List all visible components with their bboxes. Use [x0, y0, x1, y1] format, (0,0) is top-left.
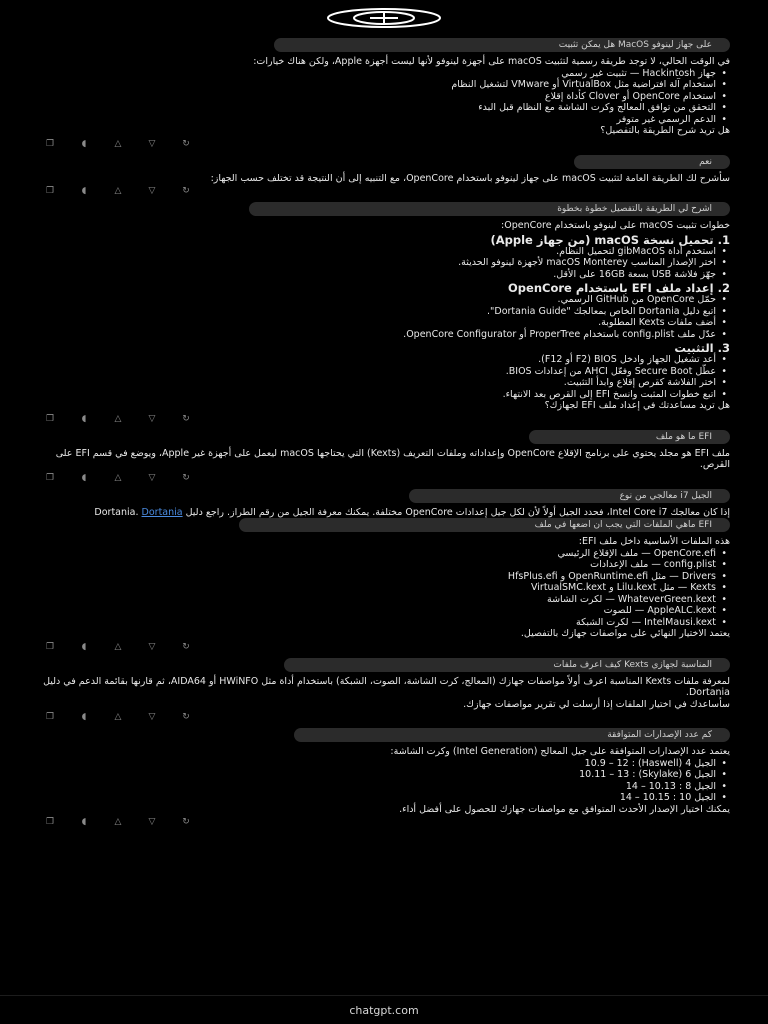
list-item: • OpenCore.efi — ملف الإقلاع الرئيسي	[40, 548, 716, 560]
assistant-message	[40, 676, 730, 711]
dortania-link[interactable]: Dortania	[141, 506, 183, 518]
assistant-message	[40, 173, 730, 185]
answer-closing: يمكنك اختيار الإصدار الأحدث المتوافق مع مواصفات جهازك للحصول على أفضل أداء.	[399, 803, 730, 815]
thumbs-up-icon[interactable]: △	[114, 138, 122, 149]
answer-list	[40, 294, 730, 340]
refresh-icon[interactable]: ↻	[182, 413, 190, 424]
list-item: • حمّل OpenCore من GitHub الرسمي.	[40, 294, 716, 306]
speaker-icon[interactable]: ◖	[81, 413, 87, 424]
thumbs-down-icon[interactable]: ▽	[148, 817, 156, 827]
copy-icon[interactable]: ❐	[45, 186, 55, 196]
list-item: • استخدام آلة افتراضية مثل VirtualBox أو VMware لتشغيل النظام	[40, 79, 716, 91]
user-message: كيف اعرف ملفات Kexts المناسبة لجهازي	[284, 658, 730, 672]
step-heading: 1. تحميل نسخة macOS (من جهاز Apple)	[490, 232, 730, 247]
speaker-icon[interactable]: ◖	[81, 712, 87, 722]
footer-domain[interactable]: chatgpt.com	[349, 1004, 419, 1017]
refresh-icon[interactable]: ↻	[182, 712, 190, 722]
user-message: اشرح لي الطريقة بالتفصيل خطوة بخطوة	[249, 202, 730, 216]
list-item: • أعد تشغيل الجهاز وادخل BIOS (F2 أو F12).	[40, 354, 716, 366]
message-actions	[44, 711, 730, 723]
thumbs-up-icon[interactable]: △	[114, 472, 122, 483]
answer-closing: يعتمد الاختيار النهائي على مواصفات جهازك بالتفصيل.	[520, 628, 730, 639]
list-item: • استخدام OpenCore أو Clover كأداة إقلاع	[40, 91, 716, 103]
list-item: • اتبع خطوات المثبت وانسخ EFI إلى القرص بعد الانتهاء.	[40, 389, 716, 401]
list-item: • Kexts — مثل Lilu.kext و VirtualSMC.kext	[40, 582, 716, 594]
list-item: • IntelMausi.kext — لكرت الشبكة	[40, 617, 716, 629]
user-message: هل يمكن تثبيت MacOS على جهاز لينوفو	[274, 38, 730, 52]
openai-logo-icon[interactable]	[326, 7, 442, 29]
list-item: • جهّز فلاشة USB بسعة 16GB على الأقل.	[40, 269, 716, 281]
message-actions	[44, 641, 730, 653]
list-item: • اختر الفلاشة كقرص إقلاع وابدأ التثبيت.	[40, 377, 716, 389]
list-item-text: استخدم أداة gibMacOS لتحميل النظام.	[556, 245, 716, 257]
answer-list	[40, 354, 730, 400]
user-message: معالجي من نوع i7 الجيل	[409, 489, 730, 503]
list-item: • التحقق من توافق المعالج وكرت الشاشة مع النظام قبل البدء	[40, 102, 716, 114]
list-item: • جهاز Hackintosh — تثبيت غير رسمي	[40, 68, 716, 80]
speaker-icon[interactable]: ◖	[81, 641, 87, 652]
list-item: • config.plist — ملف الإعدادات	[40, 559, 716, 571]
answer-intro: في الوقت الحالي، لا توجد طريقة رسمية لتثبيت macOS على أجهزة لينوفو لأنها ليست أجهزة Apple، ولكن هناك خيارات:	[253, 56, 730, 67]
answer-intro	[40, 507, 730, 519]
refresh-icon[interactable]: ↻	[182, 138, 190, 149]
refresh-icon[interactable]: ↻	[182, 186, 190, 196]
list-item: • عطّل Secure Boot وفعّل AHCI من إعدادات BIOS.	[40, 366, 716, 378]
thumbs-down-icon[interactable]: ▽	[148, 641, 156, 652]
refresh-icon[interactable]: ↻	[182, 472, 190, 483]
message-actions	[44, 413, 730, 425]
list-item: • الجيل 6 (Skylake) : 10.11 – 13	[40, 769, 716, 781]
answer-intro: لمعرفة ملفات Kexts المناسبة اعرف أولاً مواصفات جهازك (المعالج، كرت الشاشة، الصوت، الشبكة) باستخدام أداة مثل HWiNFO أو AIDA64، ثم قارنها بقائمة الدعم في دليل Dortania.	[43, 675, 730, 698]
message-actions	[44, 816, 730, 828]
message-actions	[44, 472, 730, 484]
assistant-message	[40, 220, 730, 412]
step-heading: 2. إعداد ملف EFI باستخدام OpenCore	[508, 281, 730, 295]
thumbs-down-icon[interactable]: ▽	[148, 413, 156, 424]
copy-icon[interactable]: ❐	[45, 472, 55, 483]
thumbs-up-icon[interactable]: △	[114, 641, 122, 652]
thumbs-up-icon[interactable]: △	[114, 186, 122, 196]
speaker-icon[interactable]: ◖	[81, 138, 87, 149]
answer-list	[40, 548, 730, 629]
list-item: • الجيل 4 (Haswell) : 10.9 – 12	[40, 758, 716, 770]
thumbs-up-icon[interactable]: △	[114, 413, 122, 424]
copy-icon[interactable]: ❐	[45, 138, 55, 149]
answer-intro: خطوات تثبيت macOS على لينوفو باستخدام OpenCore:	[501, 220, 730, 231]
refresh-icon[interactable]: ↻	[182, 641, 190, 652]
refresh-icon[interactable]: ↻	[182, 817, 190, 827]
step-heading: 3. التثبيت	[674, 341, 730, 355]
copy-icon[interactable]: ❐	[45, 641, 55, 652]
copy-icon[interactable]: ❐	[45, 413, 55, 424]
answer-intro: يعتمد عدد الإصدارات المتوافقة على جيل المعالج (Intel Generation) وكرت الشاشة:	[390, 746, 730, 757]
copy-icon[interactable]: ❐	[45, 712, 55, 722]
list-item: • AppleALC.kext — للصوت	[40, 605, 716, 617]
answer-closing: هل تريد شرح الطريقة بالتفصيل؟	[600, 125, 730, 136]
answer-intro: سأشرح لك الطريقة العامة لتثبيت macOS على جهاز لينوفو باستخدام OpenCore، مع التنبيه إلى أن النتيجة قد تختلف حسب الجهاز:	[210, 172, 730, 184]
list-item: • اتبع دليل Dortania الخاص بمعالجك "Dortania Guide".	[40, 306, 716, 318]
list-item: • اختر الإصدار المناسب macOS Monterey لأجهزة لينوفو الحديثة.	[40, 257, 716, 269]
list-item	[40, 246, 716, 258]
conversation-thread	[40, 38, 730, 833]
thumbs-up-icon[interactable]: △	[114, 712, 122, 722]
list-item: • أضف ملفات Kexts المطلوبة.	[40, 317, 716, 329]
message-actions	[44, 138, 730, 150]
list-item: • عدّل ملف config.plist باستخدام ProperTree أو OpenCore Configurator.	[40, 329, 716, 341]
footer-divider	[0, 995, 768, 996]
list-item: • الجيل 8 : 10.13 – 14	[40, 781, 716, 793]
user-message: ما هو ملف EFI	[529, 430, 730, 444]
copy-icon[interactable]: ❐	[45, 817, 55, 827]
list-item: • WhateverGreen.kext — لكرت الشاشة	[40, 594, 716, 606]
thumbs-down-icon[interactable]: ▽	[148, 138, 156, 149]
user-message: ماهي الملفات التي يجب ان اضعها في ملف EFI	[239, 518, 730, 532]
user-message: نعم	[574, 155, 730, 169]
thumbs-down-icon[interactable]: ▽	[148, 712, 156, 722]
assistant-message	[40, 507, 730, 519]
assistant-message	[40, 56, 730, 137]
list-item: • Drivers — مثل OpenRuntime.efi و HfsPlus.efi	[40, 571, 716, 583]
answer-text: إذا كان معالجك Intel Core i7، فحدد الجيل أولاً لأن لكل جيل إعدادات OpenCore مختلفة. يمكنك معرفة الجيل من رقم الطراز. راجع دليل Dortania.	[94, 506, 730, 518]
thumbs-down-icon[interactable]: ▽	[148, 472, 156, 483]
message-actions	[44, 185, 730, 197]
answer-list	[40, 68, 730, 126]
speaker-icon[interactable]: ◖	[81, 472, 87, 483]
list-item: • الجيل 10 : 10.15 – 14	[40, 792, 716, 804]
list-item: • الدعم الرسمي غير متوفر	[40, 114, 716, 126]
assistant-message	[40, 746, 730, 815]
answer-intro: هذه الملفات الأساسية داخل ملف EFI:	[578, 536, 730, 547]
assistant-message	[40, 448, 730, 471]
answer-list	[40, 246, 730, 281]
answer-closing: سأساعدك في اختيار الملفات إذا أرسلت لي تقرير مواصفات جهازك.	[463, 698, 730, 710]
speaker-icon[interactable]: ◖	[81, 817, 87, 827]
answer-intro: ملف EFI هو مجلد يحتوي على برنامج الإقلاع OpenCore وإعداداته وملفات التعريف (Kexts) التي يحتاجها macOS ليعمل على أجهزة غير Apple، ويوضع في قسم EFI على القرص.	[55, 447, 730, 470]
thumbs-down-icon[interactable]: ▽	[148, 186, 156, 196]
answer-list	[40, 758, 730, 804]
user-message: كم عدد الإصدارات المتوافقة	[294, 728, 730, 742]
thumbs-up-icon[interactable]: △	[114, 817, 122, 827]
answer-closing: هل تريد مساعدتك في إعداد ملف EFI لجهازك؟	[544, 400, 730, 411]
speaker-icon[interactable]: ◖	[81, 186, 87, 196]
assistant-message	[40, 536, 730, 640]
